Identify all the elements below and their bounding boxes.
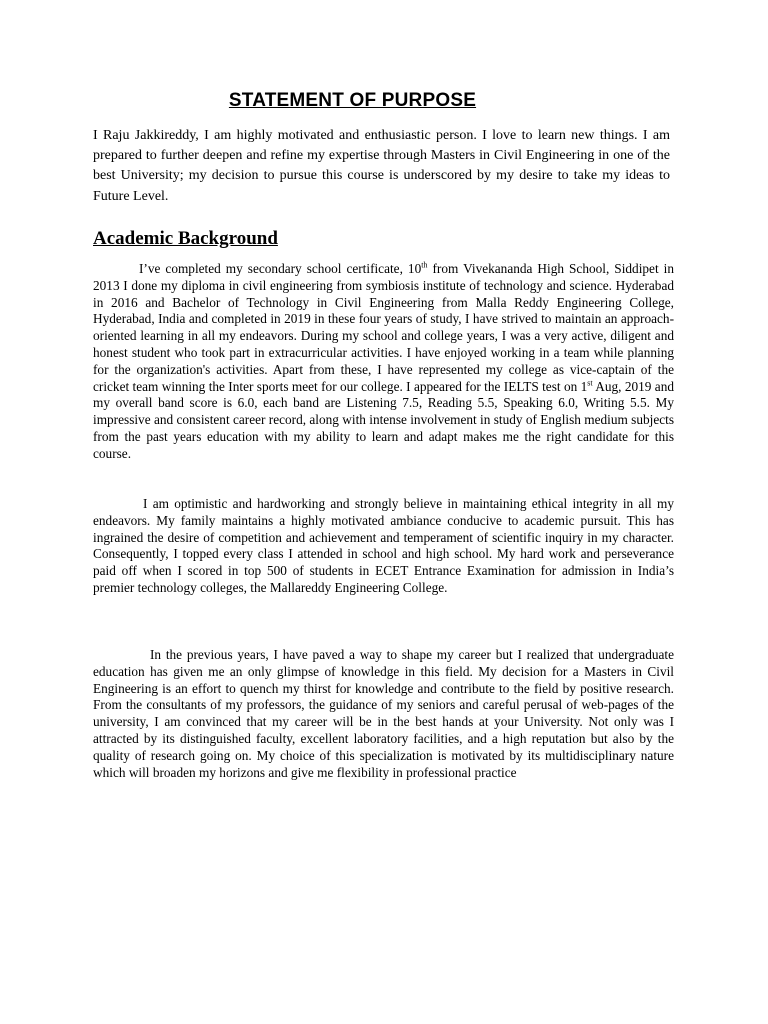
paragraph-text: Aug, 2019 and my overall band score is 6.0, each band are Listening 7.5, Reading 5.5, Speaking 6.0, Writing 5.5. My impressive and consistent career record, along with intense involvement in study of English medium subjects from the past years education with my ability to learn and adapt makes me the right candidate for this course. [93,378,674,461]
academic-background-paragraph [93,261,674,463]
superscript: st [587,378,593,388]
superscript: th [421,260,428,270]
paragraph-text: from Vivekananda High School, Siddipet in 2013 I done my diploma in civil engineering from symbiosis institute of technology and science. Hyderabad in 2016 and Bachelor of Technology in Civil Engineering from Malla Reddy Engineering College, Hyderabad, India and completed in 2019 in these four years of study, I have strived to maintain an approach-oriented learning in all my endeavors. During my school and college years, I was a very active, diligent and honest student who took part in extracurricular activities. I have enjoyed working in a team while planning for the organization's activities. Apart from these, I have represented my college as vice-captain of the cricket team winning the Inter sports meet for our college. I appeared for the IELTS test on 1 [93,261,674,394]
paragraph-text: I’ve completed my secondary school certificate, 10 [139,261,422,276]
intro-paragraph: I Raju Jakkireddy, I am highly motivated and enthusiastic person. I love to learn new things. I am prepared to further deepen and refine my expertise through Masters in Civil Engineering in one of the best University; my decision to pursue this course is underscored by my desire to take my ideas to Future Level. [93,128,670,204]
motivation-paragraph: In the previous years, I have paved a way to shape my career but I realized that undergraduate education has given me an only glimpse of knowledge in this field. My decision for a Masters in Civil Engineering is an effort to quench my thirst for knowledge and contribute to the field by positive research. From the consultants of my professors, the guidance of my seniors and careful perusal of web-pages of the university, I am convinced that my career will be in the best hands at your University. Not only was I attracted by its distinguished faculty, excellent laboratory facilities, and a high reputation but also by the quality of research going on. My choice of this specialization is motivated by its multidisciplinary nature which will broaden my horizons and give me flexibility in professional practice [93,647,674,780]
page-title: STATEMENT OF PURPOSE [228,90,477,111]
character-paragraph: I am optimistic and hardworking and strongly believe in maintaining ethical integrity in all my endeavors. My family maintains a highly motivated ambiance conducive to academic pursuit. This has ingrained the desire of competition and achievement and temperament of scientific inquiry in my character. Consequently, I topped every class I attended in school and high school. My hard work and perseverance paid off when I scored in top 500 of students in ECET Entrance Examination for admission in India’s premier technology colleges, the Mallareddy Engineering College. [93,496,674,595]
section-heading-academic-background: Academic Background [93,228,278,249]
